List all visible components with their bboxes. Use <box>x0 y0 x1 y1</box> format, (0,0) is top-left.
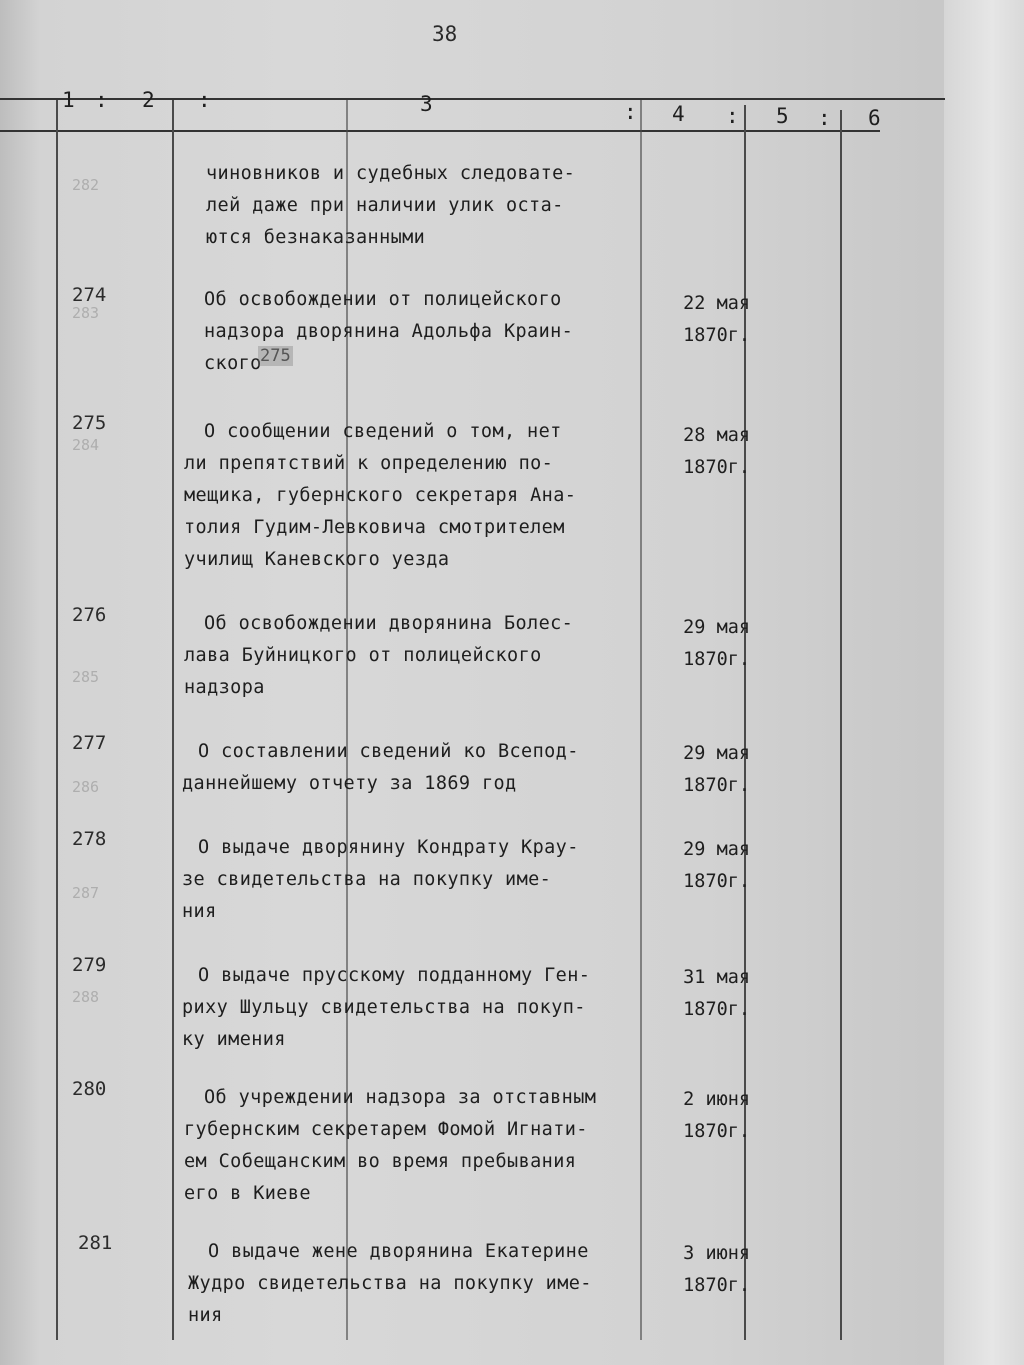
bleed-through-text: 288 <box>72 988 100 1006</box>
entry-description <box>184 1082 664 1210</box>
text-line: чиновников и судебных следовате- <box>206 163 576 184</box>
text-line: мещика, губернского секретаря Ана- <box>184 485 577 506</box>
column-rule <box>172 100 174 1340</box>
entry-number: 280 <box>72 1078 107 1100</box>
entry-description <box>182 832 658 928</box>
text-line: толия Гудим-Левковича смотрителем <box>184 517 565 538</box>
entry-number: 279 <box>72 954 107 976</box>
bleed-through-text: 287 <box>72 884 100 902</box>
header-col-6: 6 <box>868 106 881 130</box>
date-day: 22 мая <box>683 293 750 314</box>
entry-date <box>640 612 750 676</box>
date-day: 29 мая <box>683 839 750 860</box>
text-line: ния <box>188 1305 223 1326</box>
next-page-edge <box>944 0 1024 1365</box>
entry-date <box>640 962 750 1026</box>
header-col-1: 1 <box>62 88 75 112</box>
date-year: 1870г. <box>683 1275 750 1296</box>
page-number: 38 <box>432 22 458 46</box>
date-day: 3 июня <box>683 1243 750 1264</box>
header-separator: : <box>95 88 108 112</box>
date-day: 28 мая <box>683 425 750 446</box>
entry-description <box>182 960 658 1056</box>
date-year: 1870г. <box>683 649 750 670</box>
entry-number: 274 <box>72 284 107 306</box>
bleed-through-text: 282 <box>72 176 100 194</box>
text-line: риху Шульцу свидетельства на покуп- <box>182 997 586 1018</box>
header-col-3: 3 <box>420 92 433 116</box>
text-line: О составлении сведений ко Всепод- <box>198 741 579 762</box>
entry-description <box>188 1236 668 1332</box>
header-separator: : <box>198 88 211 112</box>
date-year: 1870г. <box>683 999 750 1020</box>
column-rule <box>840 110 842 1340</box>
date-year: 1870г. <box>683 871 750 892</box>
text-line: его в Киеве <box>184 1183 311 1204</box>
date-day: 29 мая <box>683 617 750 638</box>
text-line: ния <box>182 901 217 922</box>
header-separator: : <box>818 106 831 130</box>
text-line: губернским секретарем Фомой Игнати- <box>184 1119 588 1140</box>
column-rule <box>56 100 58 1340</box>
header-col-5: 5 <box>776 104 789 128</box>
text-line: ку имения <box>182 1029 286 1050</box>
bleed-through-text: 285 <box>72 668 100 686</box>
text-line: О сообщении сведений о том, нет <box>204 421 562 442</box>
date-day: 2 июня <box>683 1089 750 1110</box>
date-year: 1870г. <box>683 457 750 478</box>
entry-description <box>184 416 664 576</box>
date-year: 1870г. <box>683 325 750 346</box>
bleed-through-text: 284 <box>72 436 100 454</box>
entry-number: 276 <box>72 604 107 626</box>
entry-number: 277 <box>72 732 107 754</box>
text-line: Об учреждении надзора за отставным <box>204 1087 597 1108</box>
entry-date <box>640 1238 750 1302</box>
text-line: училищ Каневского уезда <box>184 549 450 570</box>
text-line: лей даже при наличии улик оста- <box>206 195 564 216</box>
entry-date <box>640 834 750 898</box>
entry-date <box>640 1084 750 1148</box>
text-line: ем Собещанским во время пребывания <box>184 1151 577 1172</box>
entry-description <box>184 608 664 704</box>
continuation-text <box>184 158 644 254</box>
text-line: О выдаче жене дворянина Екатерине <box>208 1241 589 1262</box>
entry-description <box>182 736 658 800</box>
stamped-number: 275 <box>260 346 291 366</box>
text-line: лава Буйницкого от полицейского <box>184 645 542 666</box>
date-day: 29 мая <box>683 743 750 764</box>
date-year: 1870г. <box>683 1121 750 1142</box>
header-separator: : <box>726 104 739 128</box>
text-line: Об освобождении дворянина Болес- <box>204 613 574 634</box>
entry-number: 275 <box>72 412 107 434</box>
bleed-through-text: 286 <box>72 778 100 796</box>
text-line: Об освобождении от полицейского <box>204 289 562 310</box>
text-line: Жудро свидетельства на покупку име- <box>188 1273 592 1294</box>
text-line: зе свидетельства на покупку име- <box>182 869 552 890</box>
text-line: надзора дворянина Адольфа Краин- <box>204 321 574 342</box>
bleed-through-text: 283 <box>72 304 100 322</box>
text-line: ли препятствий к определению по- <box>184 453 554 474</box>
header-rule-bottom <box>0 130 880 132</box>
text-line: надзора <box>184 677 265 698</box>
entry-date <box>640 288 750 352</box>
text-line: О выдаче дворянину Кондрату Крау- <box>198 837 579 858</box>
header-col-4: 4 <box>672 102 685 126</box>
entry-date <box>640 420 750 484</box>
entry-number: 278 <box>72 828 107 850</box>
entry-number: 281 <box>78 1232 113 1254</box>
header-separator: : <box>624 100 637 124</box>
entry-date <box>640 738 750 802</box>
text-line: ются безнаказанными <box>206 227 426 248</box>
text-line: ского <box>204 353 262 374</box>
text-line: даннейшему отчету за 1869 год <box>182 773 517 794</box>
text-line: О выдаче прусскому подданному Ген- <box>198 965 591 986</box>
header-col-2: 2 <box>142 88 155 112</box>
date-day: 31 мая <box>683 967 750 988</box>
date-year: 1870г. <box>683 775 750 796</box>
